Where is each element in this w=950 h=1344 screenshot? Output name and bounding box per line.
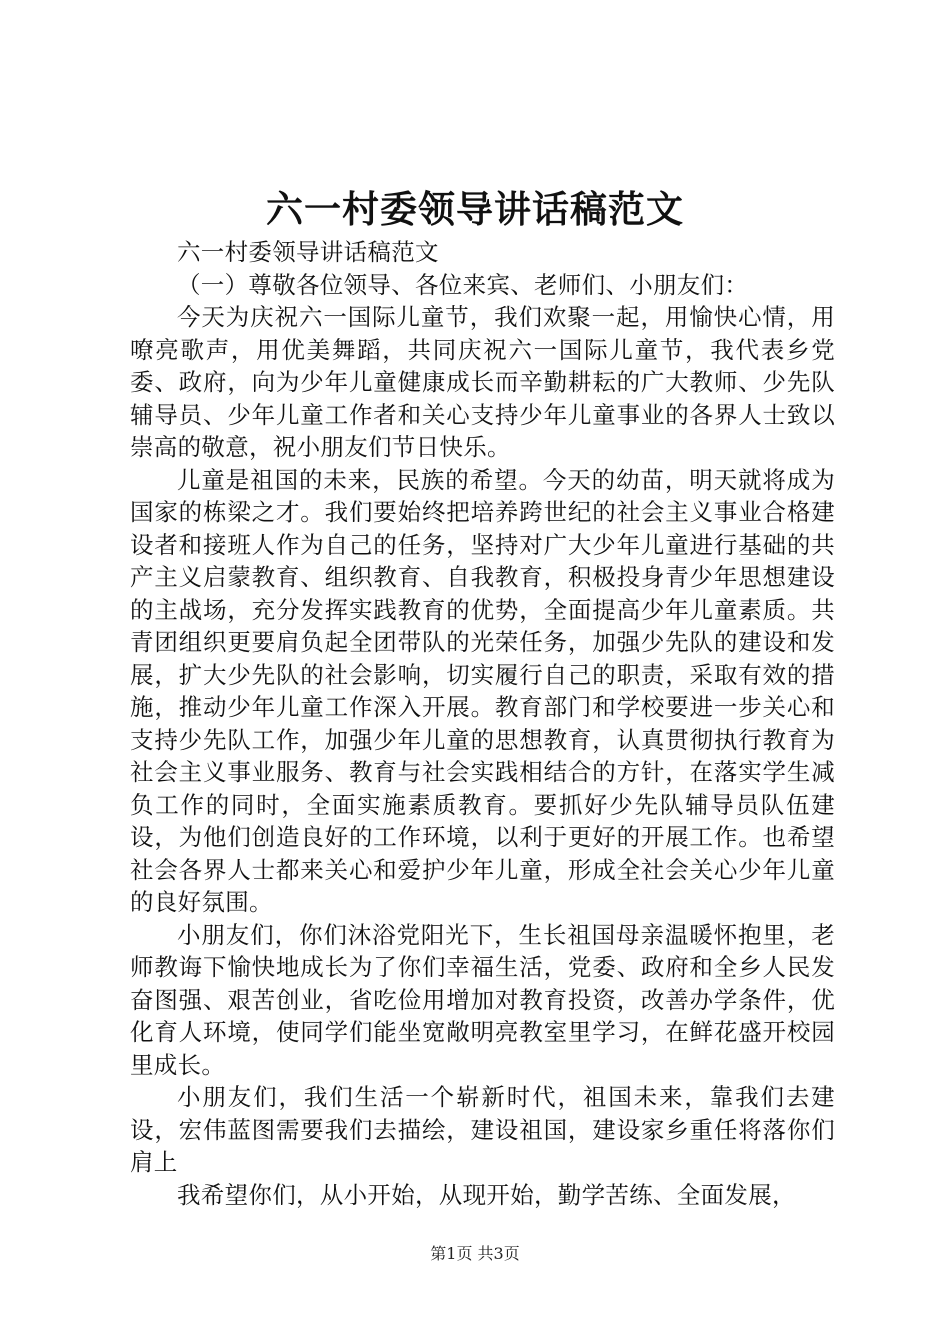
paragraph-subtitle: 六一村委领导讲话稿范文 <box>177 238 439 266</box>
paragraph-salutation: （一）尊敬各位领导、各位来宾、老师们、小朋友们： <box>177 270 749 299</box>
paragraph: 儿童是祖国的未来，民族的希望。今天的幼苗，明天就将成为国家的栋梁之才。我们要始终把培养跨世纪的社会主义事业合格建设者和接班人作为自己的任务，坚持对广大少年儿童进行基础的共产主义启蒙教育、组织教育、自我教育，积极投身青少年思想建设的主战场，充分发挥实践教育的优势，全面提高少年儿童素质。共青团组织更要肩负起全团带队的光荣任务，加强少先队的建设和发展，扩大少先队的社会影响，切实履行自己的职责，采取有效的措施，推动少年儿童工作深入开展。教育部门和学校要进一步关心和支持少先队工作，加强少年儿童的思想教育，认真贯彻执行教育为社会主义事业服务、教育与社会实践相结合的方针，在落实学生减负工作的同时，全面实施素质教育。要抓好少先队辅导员队伍建设，为他们创造良好的工作环境，以利于更好的开展工作。也希望社会各界人士都来关心和爱护少年儿童，形成全社会关心少年儿童的良好氛围。 <box>130 465 835 916</box>
page-footer: 第1页 共3页 <box>430 1244 520 1263</box>
document-body <box>130 236 835 1211</box>
paragraph: 我希望你们，从小开始，从现开始，勤学苦练、全面发展， <box>177 1180 796 1209</box>
paragraph: 小朋友们，我们生活一个崭新时代，祖国未来，靠我们去建设，宏伟蓝图需要我们去描绘，建设祖国，建设家乡重任将落你们肩上 <box>130 1083 835 1176</box>
document-title: 六一村委领导讲话稿范文 <box>266 187 684 231</box>
paragraph: 今天为庆祝六一国际儿童节，我们欢聚一起，用愉快心情，用嘹亮歌声，用优美舞蹈，共同庆祝六一国际儿童节，我代表乡党委、政府，向为少年儿童健康成长而辛勤耕耘的广大教师、少先队辅导员、少年儿童工作者和关心支持少年儿童事业的各界人士致以崇高的敬意，祝小朋友们节日快乐。 <box>130 303 835 461</box>
paragraph: 小朋友们，你们沐浴党阳光下，生长祖国母亲温暖怀抱里，老师教诲下愉快地成长为了你们幸福生活，党委、政府和全乡人民发奋图强、艰苦创业，省吃俭用增加对教育投资，改善办学条件，优化育人环境，使同学们能坐宽敞明亮教室里学习，在鲜花盛开校园里成长。 <box>130 920 835 1079</box>
